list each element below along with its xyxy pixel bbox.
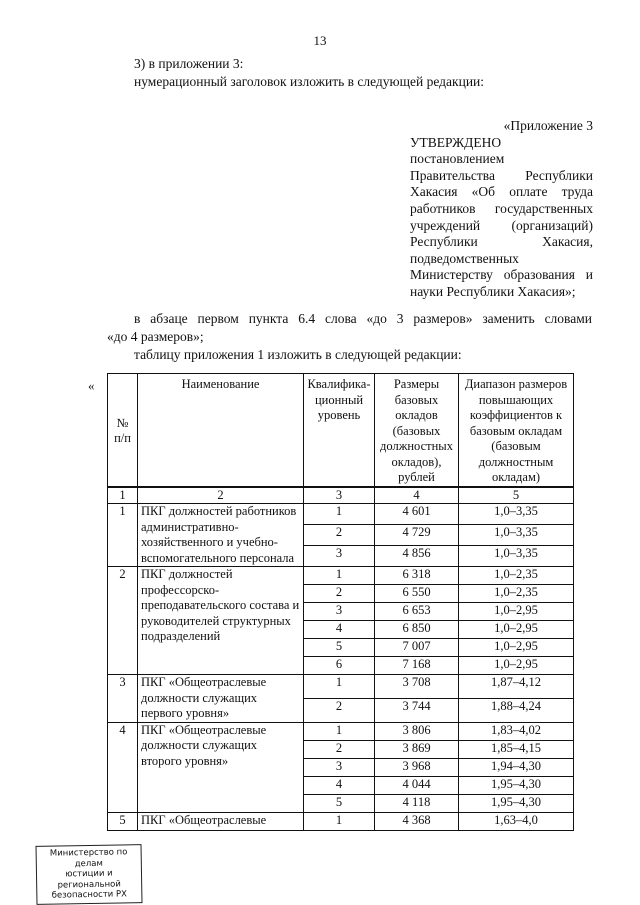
approval-line: УТВЕРЖДЕНО xyxy=(410,134,502,150)
group-name-cell: ПКГ должностей профессорско-преподавательского состава и руководителей структурных подразделений xyxy=(138,567,304,675)
coefficient-range-cell: 1,0–2,95 xyxy=(459,603,574,621)
group-name-cell: ПКГ «Общеотраслевые xyxy=(138,812,304,830)
salary-cell: 3 968 xyxy=(375,758,459,776)
header-coefficient-range: Диапазон размеров повышающих коэффициентов к базовым окладам (базовым должностным окладам) xyxy=(459,374,574,487)
level-cell: 3 xyxy=(304,546,375,567)
level-cell: 1 xyxy=(304,567,375,585)
coefficient-range-cell: 1,83–4,02 xyxy=(459,722,574,740)
stamp-line: безопасности РХ xyxy=(51,889,128,901)
salary-cell: 4 118 xyxy=(375,794,459,812)
column-number-row xyxy=(108,487,574,504)
approval-line: Правительства Республики xyxy=(410,167,593,183)
ministry-stamp xyxy=(35,844,142,904)
level-cell: 6 xyxy=(304,657,375,675)
opening-quote-mark: « xyxy=(88,378,95,393)
level-cell: 2 xyxy=(304,585,375,603)
table-row xyxy=(108,504,574,525)
instruction-line-1: в абзаце первом пункта 6.4 слова «до 3 размеров» заменить словами xyxy=(134,311,592,326)
header-level: Квалифика-ционный уровень xyxy=(304,374,375,487)
coefficient-range-cell: 1,87–4,12 xyxy=(459,675,574,699)
approval-line: Министерству образования и xyxy=(410,267,593,283)
coefficient-range-cell: 1,0–2,95 xyxy=(459,639,574,657)
salary-cell: 7 168 xyxy=(375,657,459,675)
level-cell: 3 xyxy=(304,603,375,621)
coefficient-range-cell: 1,0–2,95 xyxy=(459,621,574,639)
coefficient-range-cell: 1,0–3,35 xyxy=(459,504,574,525)
salary-cell: 3 806 xyxy=(375,722,459,740)
page-number: 13 xyxy=(313,33,327,48)
level-cell: 2 xyxy=(304,740,375,758)
table-row xyxy=(108,675,574,699)
approval-line: науки Республики Хакасия»; xyxy=(410,283,576,299)
group-number-cell: 2 xyxy=(108,567,138,675)
table-row xyxy=(108,722,574,740)
intro-line-1: 3) в приложении 3: xyxy=(134,56,244,71)
instruction-line-2: «до 4 размеров»; xyxy=(107,329,204,344)
coefficient-range-cell: 1,0–3,35 xyxy=(459,546,574,567)
coefficient-range-cell: 1,95–4,30 xyxy=(459,776,574,794)
salary-cell: 4 856 xyxy=(375,546,459,567)
salary-cell: 4 044 xyxy=(375,776,459,794)
coefficient-range-cell: 1,63–4,0 xyxy=(459,812,574,830)
salary-cell: 4 729 xyxy=(375,525,459,546)
column-number: 2 xyxy=(138,487,304,504)
level-cell: 4 xyxy=(304,621,375,639)
level-cell: 1 xyxy=(304,675,375,699)
level-cell: 1 xyxy=(304,722,375,740)
column-number: 3 xyxy=(304,487,375,504)
group-number-cell: 5 xyxy=(108,812,138,830)
coefficient-range-cell: 1,0–2,35 xyxy=(459,585,574,603)
salary-cell: 6 850 xyxy=(375,621,459,639)
approval-line: учреждений (организаций) xyxy=(410,217,593,233)
column-number: 1 xyxy=(108,487,138,504)
salary-cell: 4 368 xyxy=(375,812,459,830)
salary-cell: 3 744 xyxy=(375,698,459,722)
coefficient-range-cell: 1,94–4,30 xyxy=(459,758,574,776)
group-name-cell: ПКГ «Общеотраслевые должности служащих первого уровня» xyxy=(138,675,304,723)
table-row xyxy=(108,567,574,585)
group-number-cell: 3 xyxy=(108,675,138,723)
coefficient-range-cell: 1,0–2,35 xyxy=(459,567,574,585)
salary-cell: 6 318 xyxy=(375,567,459,585)
level-cell: 4 xyxy=(304,776,375,794)
salary-cell: 7 007 xyxy=(375,639,459,657)
salary-cell: 6 550 xyxy=(375,585,459,603)
header-name: Наименование xyxy=(138,374,304,487)
approval-line: «Приложение 3 xyxy=(503,118,593,133)
group-name-cell: ПКГ должностей работников административно-хозяйственного и учебно-вспомогательного персонала xyxy=(138,504,304,567)
group-name-cell: ПКГ «Общеотраслевые должности служащих второго уровня» xyxy=(138,722,304,812)
coefficient-range-cell: 1,88–4,24 xyxy=(459,698,574,722)
header-number: № п/п xyxy=(108,374,138,487)
approval-line: работников государственных xyxy=(410,200,593,216)
approval-line: Республики Хакасия, xyxy=(410,234,593,250)
level-cell: 1 xyxy=(304,812,375,830)
table-header-row xyxy=(108,374,574,487)
level-cell: 3 xyxy=(304,758,375,776)
intro-line-2: нумерационный заголовок изложить в следующей редакции: xyxy=(134,74,485,89)
approval-block xyxy=(410,118,593,301)
salary-cell: 4 601 xyxy=(375,504,459,525)
level-cell: 2 xyxy=(304,525,375,546)
stamp-line: юстиции и региональной xyxy=(57,868,121,891)
header-salary: Размеры базовых окладов (базовых должностных окладов), рублей xyxy=(375,374,459,487)
coefficient-range-cell: 1,95–4,30 xyxy=(459,794,574,812)
level-cell: 5 xyxy=(304,794,375,812)
column-number: 4 xyxy=(375,487,459,504)
coefficient-range-cell: 1,85–4,15 xyxy=(459,740,574,758)
approval-line: постановлением xyxy=(410,151,505,167)
coefficient-range-cell: 1,0–2,95 xyxy=(459,657,574,675)
column-number: 5 xyxy=(459,487,574,504)
approval-line: Хакасия «Об оплате труда xyxy=(410,184,593,200)
stamp-line: Министерство по делам xyxy=(49,847,128,869)
group-number-cell: 1 xyxy=(108,504,138,567)
level-cell: 5 xyxy=(304,639,375,657)
instruction-line-3: таблицу приложения 1 изложить в следующей редакции: xyxy=(134,347,462,362)
salary-cell: 3 869 xyxy=(375,740,459,758)
group-number-cell: 4 xyxy=(108,722,138,812)
salary-table xyxy=(107,373,574,831)
level-cell: 2 xyxy=(304,698,375,722)
coefficient-range-cell: 1,0–3,35 xyxy=(459,525,574,546)
table-row xyxy=(108,812,574,830)
salary-cell: 3 708 xyxy=(375,675,459,699)
approval-line: подведомственных xyxy=(410,250,519,266)
level-cell: 1 xyxy=(304,504,375,525)
salary-cell: 6 653 xyxy=(375,603,459,621)
